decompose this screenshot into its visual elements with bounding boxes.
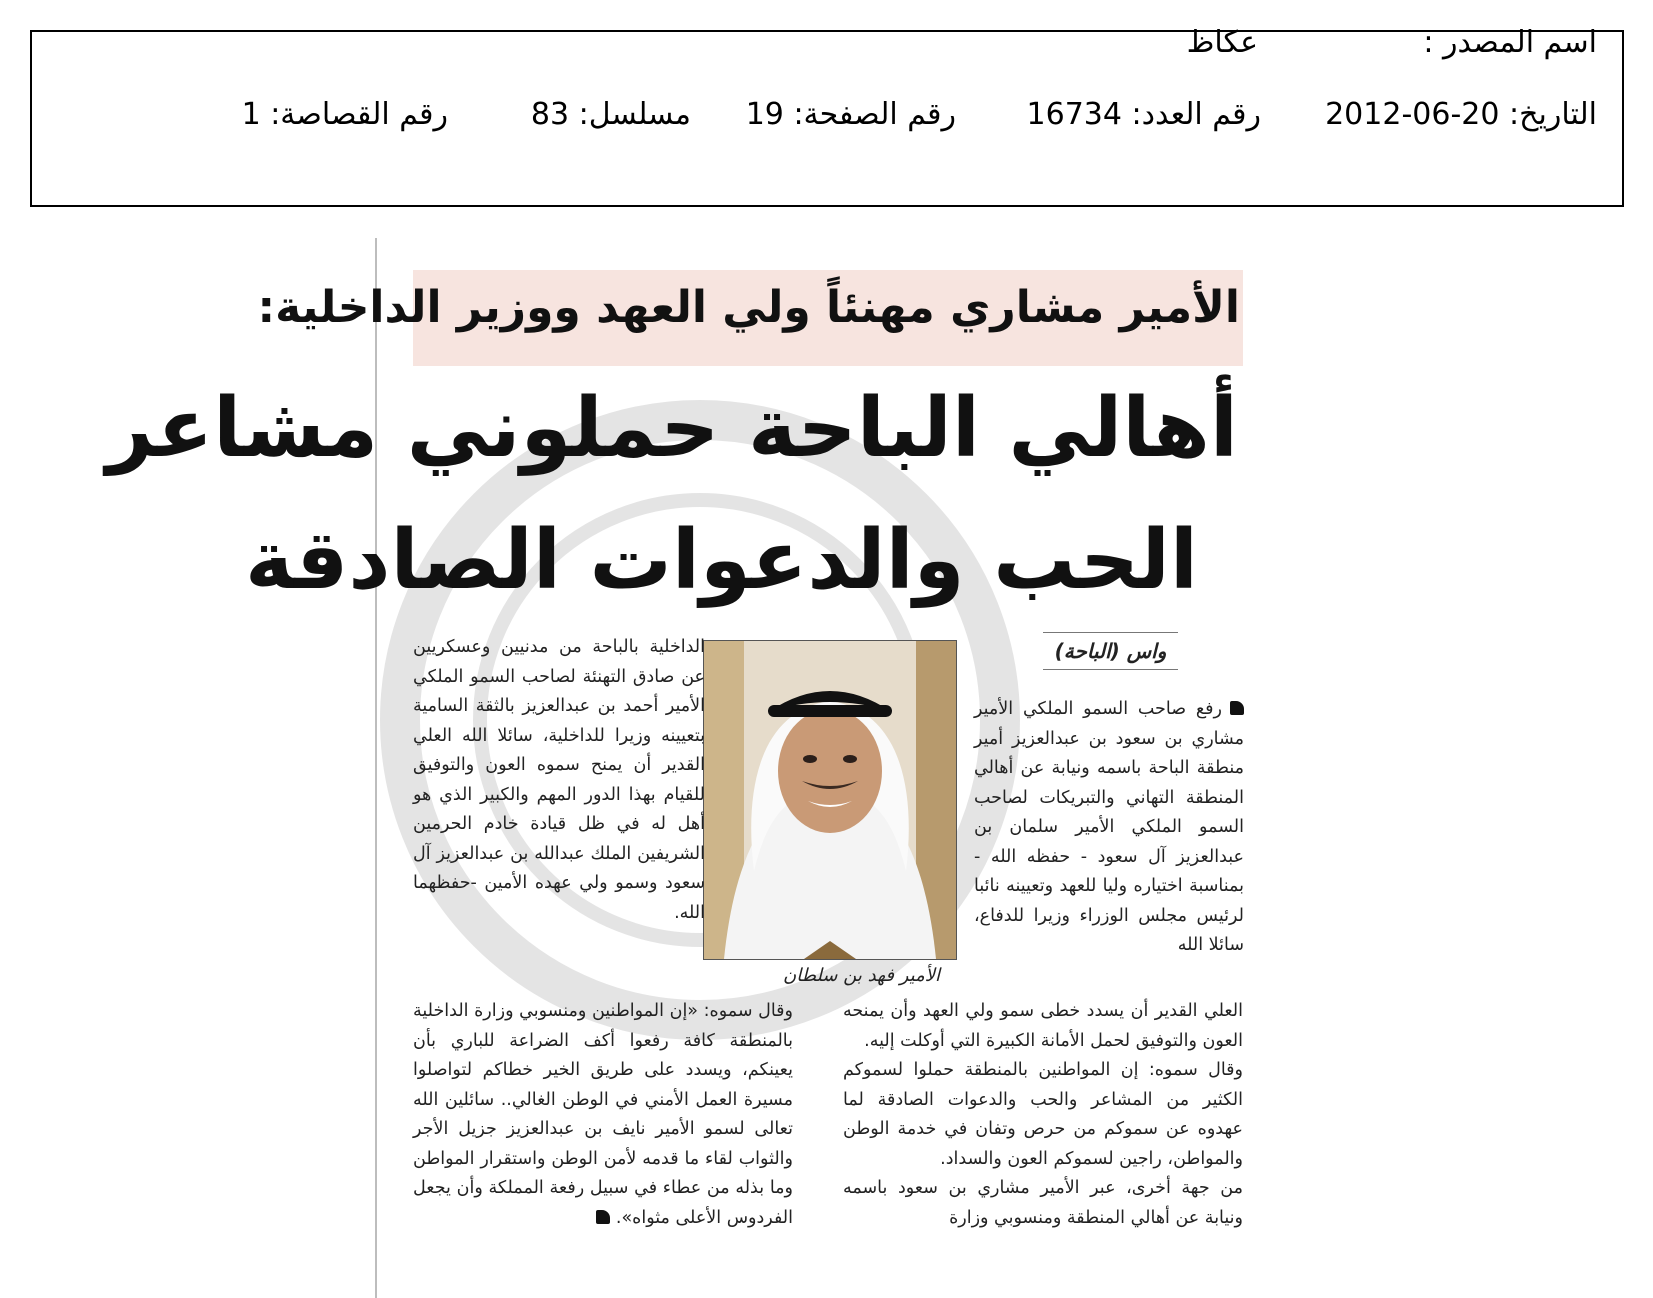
source-value: عكاظ (1186, 25, 1258, 60)
article-column-right (974, 695, 1244, 961)
headline-line-2: الحب والدعوات الصادقة (244, 513, 1198, 608)
right-bottom-paragraph-3: من جهة أخرى، عبر الأمير مشاري بن سعود باسمه ونيابة عن أهالي المنطقة ومنسوبي وزارة (843, 1178, 1243, 1228)
end-mark-icon (596, 1210, 610, 1224)
page-number: رقم الصفحة: 19 (745, 97, 956, 132)
source-label: اسم المصدر : (1423, 25, 1597, 60)
right-bottom-paragraph-1: العلي القدير أن يسدد خطى سمو ولي العهد وأن يمنحه العون والتوفيق لحمل الأمانة الكبيرة التي أوكلت إليه. (843, 1001, 1243, 1051)
article-column-left-top (413, 633, 705, 928)
date-field: التاريخ: 20-06-2012 (1325, 97, 1597, 132)
headline-line-1: أهالي الباحة حملوني مشاعر (106, 381, 1238, 476)
serial-number: مسلسل: 83 (530, 97, 691, 132)
right-column-text: رفع صاحب السمو الملكي الأمير مشاري بن سعود بن عبدالعزيز أمير منطقة الباحة باسمه ونيابة عن أهالي المنطقة التهاني والتبريكات لصاحب السمو الملكي الأمير سلمان بن عبدالعزيز آل سعود - حفظه الله - بمناسبة اختياره وليا للعهد وتعيينه نائبا لرئيس مجلس الوزراء وزيرا للدفاع، سائلا الله (974, 699, 1244, 955)
paragraph-bullet-icon (1230, 701, 1244, 715)
article-column-right-bottom (843, 997, 1243, 1233)
photo-caption: الأمير فهد بن سلطان (782, 965, 940, 986)
byline: واس (الباحة) (1043, 632, 1178, 670)
portrait-photo (703, 640, 957, 960)
left-column-top-text: الداخلية بالباحة من مدنيين وعسكريين عن صادق التهنئة لصاحب السمو الملكي الأمير أحمد بن عبدالعزيز بالثقة السامية بتعيينه وزيرا للداخلية، سائلا الله العلي القدير أن يمنح سموه العون والتوفيق للقيام بهذا الدور المهم والكبير الذي هو أهل له في ظل قيادة خادم الحرمين الشريفين الملك عبدالله بن عبدالعزيز آل سعود وسمو ولي عهده الأمين -حفظهما الله. (413, 637, 705, 923)
left-bottom-text: وقال سموه: «إن المواطنين ومنسوبي وزارة الداخلية بالمنطقة كافة رفعوا أكف الضراعة للباري بأن يعينكم، ويسدد على طريق الخير خطاكم لتواصلوا مسيرة العمل الأمني في الوطن الغالي.. سائلين الله تعالى لسمو الأمير نايف بن عبدالعزيز جزيل الأجر والثواب لقاء ما قدمه لأمن الوطن واستقرار المواطن وما بذله من عطاء في سبيل رفعة المملكة وأن يجعل الفردوس الأعلى مثواه». (413, 1001, 793, 1228)
subheadline: الأمير مشاري مهنئاً ولي العهد ووزير الداخلية: (257, 282, 1240, 333)
clipping-number: رقم القصاصة: 1 (241, 97, 448, 132)
issue-number: رقم العدد: 16734 (1026, 97, 1261, 132)
article-column-left-bottom (413, 997, 793, 1233)
right-bottom-paragraph-2: وقال سموه: إن المواطنين بالمنطقة حملوا لسموكم الكثير من المشاعر والحب والدعوات الصادقة لما عهدوه عن سموكم من حرص وتفان في خدمة الوطن والمواطن، راجين لسموكم العون والسداد. (843, 1060, 1243, 1169)
portrait-figure-icon (704, 641, 956, 959)
